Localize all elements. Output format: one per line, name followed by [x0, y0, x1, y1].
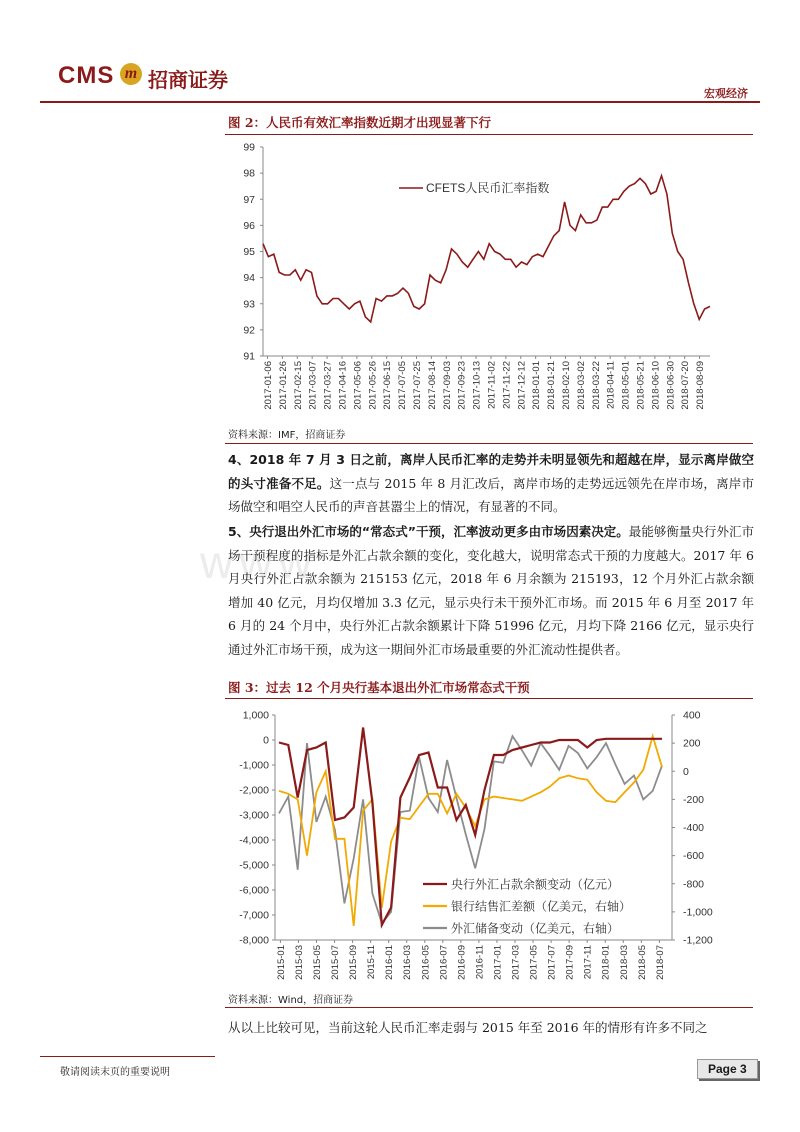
figure3-left-tick-label: -7,000 — [239, 909, 269, 922]
figure3-right-tick-label: -1,000 — [683, 906, 713, 919]
figure2-y-tick-label: 96 — [243, 219, 255, 232]
figure3-bottom-rule — [225, 1007, 753, 1008]
figure2-y-tick-label: 92 — [243, 324, 255, 337]
figure3-chart — [225, 700, 755, 990]
logo-badge-text: m — [124, 65, 138, 82]
figure3-left-tick-label: -6,000 — [239, 884, 269, 897]
figure2-x-tick-label: 2018-01-01 — [531, 361, 543, 410]
figure2-x-tick-label: 2017-02-15 — [292, 361, 304, 410]
watermark: www. — [200, 536, 334, 588]
figure2-x-tick-label: 2017-01-26 — [277, 361, 289, 410]
figure3-x-tick-label: 2015-03 — [293, 945, 305, 980]
figure2-x-tick-label: 2017-11-02 — [486, 361, 498, 409]
figure3-x-tick-label: 2018-05 — [636, 945, 648, 980]
figure3-x-tick-label: 2016-07 — [438, 945, 450, 980]
figure3-x-tick-label: 2015-05 — [312, 945, 324, 980]
figure2-x-tick-label: 2018-05-21 — [635, 361, 647, 410]
figure2-y-tick-label: 94 — [243, 272, 255, 285]
figure3-right-tick-label: -400 — [683, 822, 705, 834]
figure3-legend-label: 央行外汇占款余额变动（亿元） — [451, 877, 620, 892]
figure2-x-tick-label: 2017-09-23 — [456, 361, 468, 410]
figure2-source: 资料来源：IMF，招商证券 — [228, 430, 346, 441]
figure3-x-tick-label: 2017-09 — [564, 945, 576, 980]
figure3-x-tick-label: 2016-09 — [456, 945, 468, 980]
paragraph-5 — [228, 520, 754, 661]
figure3-left-tick-label: -4,000 — [239, 834, 269, 847]
figure3-x-tick-label: 2015-11 — [366, 945, 378, 980]
figure2-x-tick-label: 2017-07-05 — [397, 361, 409, 410]
figure2-x-tick-label: 2018-01-21 — [546, 361, 558, 410]
figure3-x-tick-label: 2016-11 — [474, 945, 486, 980]
figure3-top-rule — [225, 698, 753, 699]
figure2-title: 图 2：人民币有效汇率指数近期才出现显著下行 — [228, 115, 492, 130]
figure3-right-tick-label: 200 — [683, 737, 701, 750]
paragraph-5-lead: 5、央行退出外汇市场的“常态式”干预，汇率波动更多由市场因素决定。 — [228, 524, 629, 539]
figure3-legend-label: 银行结售汇差额（亿美元，右轴） — [451, 899, 632, 914]
figure2-y-tick-label: 95 — [243, 246, 255, 258]
figure3-right-tick-label: -800 — [683, 878, 705, 891]
figure3-x-tick-label: 2017-03 — [510, 945, 522, 980]
figure2-x-tick-label: 2018-06-10 — [650, 361, 662, 410]
figure2-x-tick-label: 2017-11-22 — [501, 361, 513, 409]
figure3-right-tick-label: -600 — [683, 850, 705, 863]
figure2-x-tick-label: 2017-05-06 — [352, 361, 364, 410]
figure3-left-tick-label: -2,000 — [239, 784, 269, 797]
figure2-x-tick-label: 2017-09-03 — [441, 361, 453, 410]
page-number: Page 3 — [697, 1059, 758, 1079]
figure2-chart — [225, 136, 755, 426]
footer-note: 敬请阅读末页的重要说明 — [60, 1067, 170, 1078]
figure2-legend-label: CFETS人民币汇率指数 — [426, 181, 550, 195]
figure3-legend-label: 外汇储备变动（亿美元，右轴） — [451, 921, 620, 936]
figure2-x-tick-label: 2018-03-02 — [575, 361, 587, 410]
figure3-x-tick-label: 2015-07 — [330, 945, 342, 980]
figure2-x-tick-label: 2017-04-16 — [337, 361, 349, 410]
figure2-x-tick-label: 2018-03-22 — [590, 361, 602, 410]
figure3-left-tick-label: -3,000 — [239, 809, 269, 822]
figure2-x-tick-label: 2017-03-27 — [322, 361, 334, 410]
closing-paragraph: 从以上比较可见，当前这轮人民币汇率走弱与 2015 年至 2016 年的情形有许多不同之 — [228, 1020, 708, 1035]
figure3-x-tick-label: 2018-07 — [654, 945, 666, 980]
figure3-right-tick-label: 400 — [683, 709, 701, 722]
figure3-right-tick-label: -1,200 — [683, 934, 713, 947]
logo-badge-icon — [120, 63, 142, 85]
figure3-title: 图 3：过去 12 个月央行基本退出外汇市场常态式干预 — [228, 680, 530, 695]
header-rule — [40, 101, 760, 103]
figure2-bottom-rule — [225, 443, 753, 444]
figure2-x-tick-label: 2018-04-11 — [605, 361, 617, 409]
figure2-series-line — [263, 176, 710, 322]
figure3-x-tick-label: 2016-05 — [420, 945, 432, 980]
figure3-x-tick-label: 2017-05 — [528, 945, 540, 980]
figure2-y-tick-label: 91 — [243, 350, 255, 363]
footer-rule — [40, 1056, 215, 1057]
section-label: 宏观经济 — [704, 87, 748, 100]
figure3-x-tick-label: 2018-03 — [618, 945, 630, 980]
figure3-left-tick-label: -8,000 — [239, 934, 269, 947]
figure2-x-tick-label: 2017-06-15 — [382, 361, 394, 410]
figure3-left-tick-label: -1,000 — [239, 759, 269, 772]
figure2-x-tick-label: 2017-12-12 — [516, 361, 528, 410]
figure3-x-tick-label: 2015-01 — [275, 945, 287, 980]
logo-chinese: 招商证券 — [148, 68, 228, 92]
figure3-left-tick-label: -5,000 — [239, 859, 269, 872]
figure3-x-tick-label: 2015-09 — [348, 945, 360, 980]
paragraph-4-lead: 4、2018 年 7 月 3 日之前，离岸人民币汇率的走势并未明显领先和超越在岸，显示离岸做空的头寸准备不足。 — [228, 452, 754, 491]
figure2-x-tick-label: 2017-05-26 — [367, 361, 379, 410]
figure2-top-rule — [225, 134, 753, 135]
figure3-x-tick-label: 2016-03 — [402, 945, 414, 980]
company-logo — [58, 60, 228, 94]
figure2-y-tick-label: 93 — [243, 298, 255, 311]
figure3-x-tick-label: 2018-01 — [600, 945, 612, 980]
figure2-x-tick-label: 2018-06-30 — [665, 361, 677, 410]
figure2-x-tick-label: 2018-05-01 — [620, 361, 632, 410]
figure2-y-tick-label: 97 — [243, 193, 255, 206]
figure2-x-tick-label: 2017-10-13 — [471, 361, 483, 410]
figure3-x-tick-label: 2017-11 — [582, 945, 594, 980]
figure2-x-tick-label: 2018-08-09 — [695, 361, 707, 410]
figure2-x-tick-label: 2017-08-14 — [426, 361, 438, 410]
figure2-y-tick-label: 99 — [243, 141, 255, 154]
figure3-right-tick-label: 0 — [683, 765, 689, 778]
figure3-left-tick-label: 0 — [263, 734, 269, 747]
logo-latin: CMS — [58, 62, 115, 89]
paragraph-4-body: 这一点与 2015 年 8 月汇改后，离岸市场的走势远远领先在岸市场，离岸市场做空和唱空人民币的声音甚嚣尘上的情况，有显著的不同。 — [228, 475, 754, 514]
paragraph-5-body: 最能够衡量央行外汇市场干预程度的指标是外汇占款余额的变化，变化越大，说明常态式干预的力度越大。2017 年 6 月央行外汇占款余额为 215153 亿元，2018 年 6 月余额为 215193，12 个月外汇占款余额增加 40 亿元，月均仅增加 3.3 亿元，显示央行未干预外汇市场。而 2015 年 6 月至 2017 年 6 月的 24 个月中，央行外汇占款余额累计下降 51996 亿元，月均下降 2166 亿元，显示央行通过外汇市场干预，成为这一期间外汇市场最重要的外汇流动性提供者。 — [228, 524, 754, 657]
figure2-x-tick-label: 2017-07-25 — [411, 361, 423, 410]
figure2-x-tick-label: 2018-02-10 — [560, 361, 572, 410]
figure2-x-tick-label: 2018-07-20 — [680, 361, 692, 410]
figure3-right-tick-label: -200 — [683, 793, 705, 806]
figure2-x-tick-label: 2017-03-07 — [307, 361, 319, 410]
paragraph-4 — [228, 448, 754, 519]
figure2-y-tick-label: 98 — [243, 167, 255, 180]
figure3-left-tick-label: 1,000 — [242, 709, 269, 722]
figure3-x-tick-label: 2017-07 — [546, 945, 558, 980]
figure3-x-tick-label: 2017-01 — [492, 945, 504, 980]
figure2-x-tick-label: 2017-01-06 — [262, 361, 274, 410]
figure3-source: 资料来源：Wind，招商证券 — [228, 995, 354, 1006]
figure3-x-tick-label: 2016-01 — [384, 945, 396, 980]
